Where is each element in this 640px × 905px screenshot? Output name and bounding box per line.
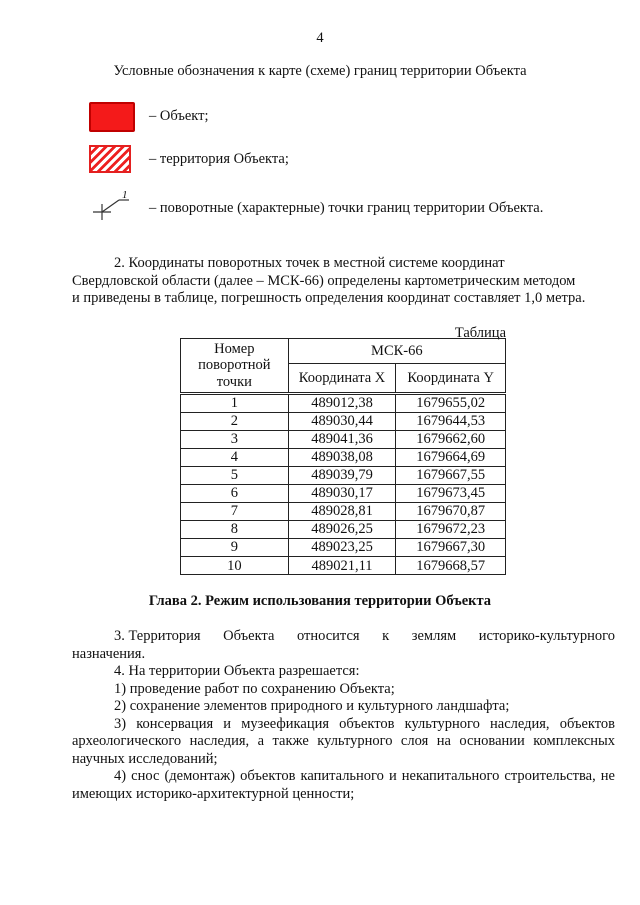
paragraph-line: назначения. (72, 645, 146, 662)
point-number-cell: 7 (181, 502, 289, 520)
coordinate-x-cell: 489028,81 (288, 502, 396, 520)
list-item: 3) консервация и музеефикация объектов культурного наследия, объектов археологического наследия, а также культурного слоя на основании комплексных научных исследований; (72, 715, 615, 767)
coordinate-y-cell: 1679673,45 (396, 484, 506, 502)
list-item: 2) сохранение элементов природного и культурного ландшафта; (114, 698, 510, 714)
header-point-number: Номер поворотной точки (181, 339, 289, 394)
table-row (181, 484, 506, 502)
point-number-cell: 5 (181, 466, 289, 484)
chapter-title: Глава 2. Режим использования территории Объекта (148, 593, 492, 609)
point-number-cell: 4 (181, 448, 289, 466)
point-number-cell: 1 (181, 394, 289, 413)
coordinate-y-cell: 1679655,02 (396, 394, 506, 413)
legend-item-object (89, 101, 209, 133)
paragraph-line: Свердловской области (далее – МСК-66) определены картометрическим методом (72, 272, 576, 289)
coordinate-x-cell: 489023,25 (288, 539, 396, 557)
coordinate-x-cell: 489021,11 (288, 557, 396, 575)
point-number-cell: 10 (181, 557, 289, 575)
coordinate-y-cell: 1679664,69 (396, 448, 506, 466)
coordinate-y-cell: 1679667,55 (396, 466, 506, 484)
point-number-cell: 9 (181, 539, 289, 557)
coordinate-y-cell: 1679668,57 (396, 557, 506, 575)
paragraph-line: и приведены в таблице, погрешность определения координат составляет 1,0 метра. (72, 290, 586, 306)
table-row (181, 466, 506, 484)
point-number-cell: 6 (181, 484, 289, 502)
table-row (181, 557, 506, 575)
legend-item-turning-points (89, 189, 544, 225)
legend-item-label: – поворотные (характерные) точки границ территории Объекта. (149, 200, 544, 217)
turning-point-marker-icon (89, 188, 133, 222)
header-coordinate-system: МСК-66 (288, 339, 505, 364)
table-row (181, 539, 506, 557)
table-row (181, 521, 506, 539)
page-number: 4 (316, 30, 324, 46)
table-row (181, 502, 506, 520)
coordinate-x-cell: 489030,17 (288, 484, 396, 502)
red-filled-rectangle-icon (89, 102, 135, 132)
coordinate-x-cell: 489041,36 (288, 430, 396, 448)
coordinate-x-cell: 489026,25 (288, 521, 396, 539)
paragraph-line: 3. Территория Объекта относится к землям историко-культурного (114, 628, 615, 644)
coordinate-y-cell: 1679667,30 (396, 539, 506, 557)
paragraph-coordinates (72, 255, 615, 308)
coordinates-table (180, 338, 506, 575)
coordinate-y-cell: 1679670,87 (396, 502, 506, 520)
table-row (181, 394, 506, 413)
coordinate-x-cell: 489039,79 (288, 466, 396, 484)
point-number-cell: 2 (181, 412, 289, 430)
red-hatched-rectangle-icon (89, 145, 131, 173)
list-item: 4) снос (демонтаж) объектов капитального и некапитального строительства, не имеющих историко-архитектурной ценности; (72, 768, 615, 802)
legend-item-territory (89, 144, 289, 176)
legend-item-label: – Объект; (149, 108, 209, 125)
table-row (181, 448, 506, 466)
coordinate-y-cell: 1679662,60 (396, 430, 506, 448)
coordinate-y-cell: 1679672,23 (396, 521, 506, 539)
list-item: 1) проведение работ по сохранению Объекта; (114, 680, 395, 697)
coordinate-x-cell: 489012,38 (288, 394, 396, 413)
header-x: Координата X (288, 364, 396, 394)
point-number-cell: 8 (181, 521, 289, 539)
coordinate-x-cell: 489030,44 (288, 412, 396, 430)
table-row (181, 430, 506, 448)
paragraph-permitted: 4. На территории Объекта разрешается: (114, 663, 360, 679)
marker-number: 1 (122, 189, 128, 201)
paragraph-line: 2. Координаты поворотных точек в местной системе координат (114, 255, 505, 271)
coordinate-x-cell: 489038,08 (288, 448, 396, 466)
chapter-body (72, 628, 615, 803)
legend-item-label: – территория Объекта; (149, 151, 289, 168)
header-y: Координата Y (396, 364, 506, 394)
coordinate-y-cell: 1679644,53 (396, 412, 506, 430)
table-row (181, 412, 506, 430)
table-caption: Таблица (454, 325, 506, 341)
legend-title: Условные обозначения к карте (схеме) границ территории Объекта (113, 63, 527, 79)
point-number-cell: 3 (181, 430, 289, 448)
